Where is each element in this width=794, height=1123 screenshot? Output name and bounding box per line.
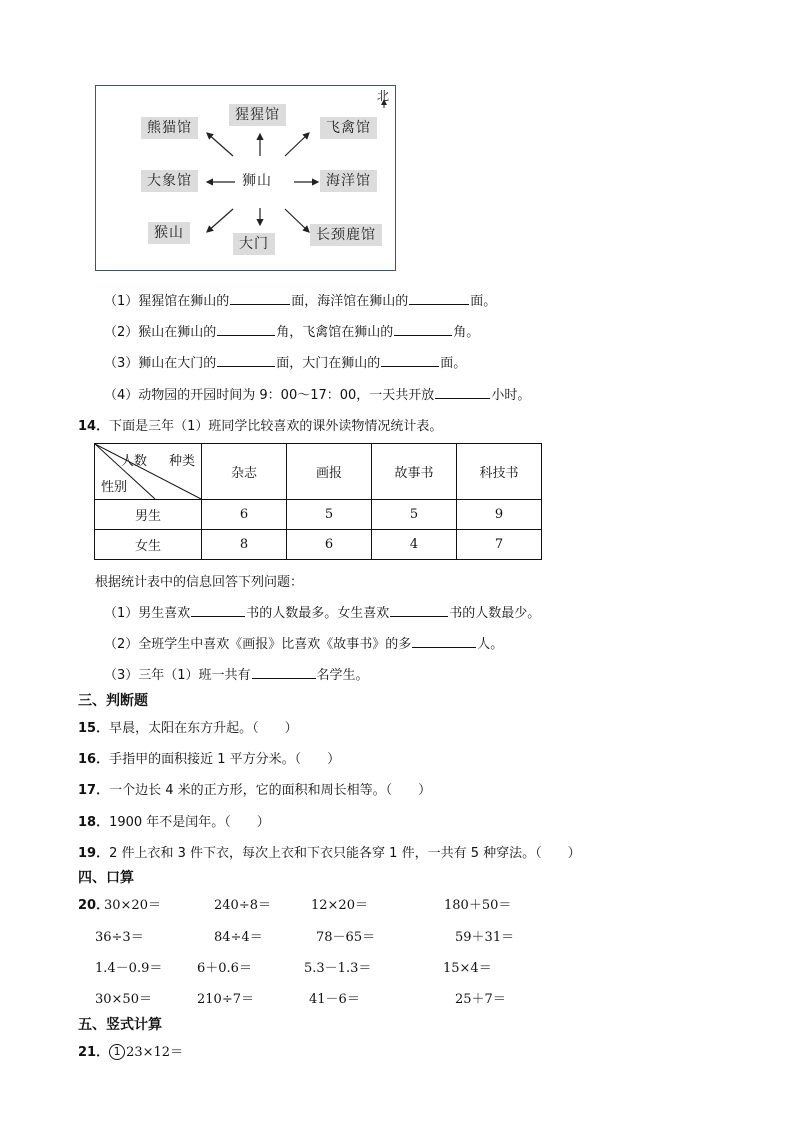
answer-blank[interactable] (394, 321, 452, 336)
q13-sub3: （3）狮山在大门的 面，大门在狮山的 面。 (104, 352, 466, 371)
row-label: 男生 (95, 500, 202, 530)
table-row (95, 500, 542, 530)
section-title-vertical-calc: 五、竖式计算 (78, 1017, 162, 1033)
calc-item: 15×4＝ (443, 961, 492, 976)
table-cell: 4 (372, 530, 457, 560)
answer-blank[interactable] (381, 352, 439, 367)
answer-blank[interactable] (230, 290, 290, 305)
place-monkey-hill: 猴山 (148, 222, 190, 244)
q17: 17．一个边长 4 米的正方形，它的面积和周长相等。（ ） (78, 783, 432, 798)
q14-sub3: （3）三年（1）班一共有 名学生。 (104, 664, 369, 683)
calc-item: 240÷8＝ (214, 898, 271, 913)
arrow-southwest (207, 209, 233, 232)
place-main-gate: 大门 (233, 233, 275, 255)
place-elephant-hall: 大象馆 (141, 170, 198, 192)
corner-people-label: 人数 (121, 454, 148, 469)
table-cell: 5 (372, 500, 457, 530)
table-cell: 9 (457, 500, 542, 530)
q16: 16．手指甲的面积接近 1 平方分米。（ ） (78, 752, 341, 767)
place-bird-hall: 飞禽馆 (320, 117, 377, 139)
answer-blank[interactable] (412, 633, 476, 648)
place-orangutan-hall: 猩猩馆 (229, 104, 286, 126)
q19: 19．2 件上衣和 3 件下衣，每次上衣和下衣只能各穿 1 件，一共有 5 种穿法。（ ） (78, 846, 581, 861)
q13-sub1: （1）猩猩馆在狮山的 面，海洋馆在狮山的 面。 (104, 290, 496, 309)
q15: 15．早晨，太阳在东方升起。（ ） (78, 721, 298, 736)
calc-item: 59＋31＝ (455, 930, 515, 945)
arrow-northeast (285, 133, 309, 156)
calc-item: 36÷3＝ (95, 930, 144, 945)
answer-blank[interactable] (390, 602, 448, 617)
q13-sub2: （2）猴山在狮山的 角，飞禽馆在狮山的 角。 (104, 321, 479, 340)
answer-blank[interactable] (409, 290, 469, 305)
row-label: 女生 (95, 530, 202, 560)
zoo-map (95, 85, 396, 271)
q20-number: 20． (78, 898, 110, 913)
answer-blank[interactable] (191, 602, 245, 617)
calc-item: 30×50＝ (95, 992, 152, 1007)
answer-blank[interactable] (252, 664, 316, 679)
arrow-southeast (285, 209, 309, 232)
north-label: 北 (376, 89, 389, 103)
table-header: 故事书 (372, 444, 457, 500)
calc-item: 6＋0.6＝ (197, 961, 252, 976)
q13-sub4: （4）动物园的开园时间为 9：00～17：00，一天共开放 小时。 (104, 384, 530, 403)
place-giraffe-hall: 长颈鹿馆 (310, 224, 382, 246)
calc-item: 12×20＝ (311, 898, 368, 913)
table-cell: 8 (202, 530, 287, 560)
calc-item: 5.3－1.3＝ (304, 961, 372, 976)
answer-blank[interactable] (217, 321, 275, 336)
calc-item: 78－65＝ (316, 930, 376, 945)
calc-item: 30×20＝ (104, 898, 161, 913)
corner-kind-label: 种类 (169, 454, 196, 469)
table-cell: 6 (287, 530, 372, 560)
section-title-mental-math: 四、口算 (78, 870, 134, 886)
place-panda-hall: 熊猫馆 (141, 117, 198, 139)
arrow-northwest (207, 133, 233, 156)
table-header: 杂志 (202, 444, 287, 500)
calc-item: 84÷4＝ (214, 930, 263, 945)
calc-item: 25＋7＝ (455, 992, 506, 1007)
calc-item: 41－6＝ (309, 992, 360, 1007)
q14-intro: 根据统计表中的信息回答下列问题： (95, 575, 304, 590)
calc-item: 1.4－0.9＝ (95, 961, 163, 976)
answer-blank[interactable] (435, 384, 490, 399)
table-corner-cell (95, 444, 202, 500)
corner-gender-label: 性别 (101, 480, 128, 495)
table-cell: 7 (457, 530, 542, 560)
table-header: 科技书 (457, 444, 542, 500)
table-header: 画报 (287, 444, 372, 500)
q14-sub2: （2）全班学生中喜欢《画报》比喜欢《故事书》的多 人。 (104, 633, 503, 652)
place-lion-hill: 狮山 (242, 173, 272, 189)
table-cell: 5 (287, 500, 372, 530)
table-cell: 6 (202, 500, 287, 530)
circled-number: 1 (109, 1044, 125, 1060)
calc-item: 180＋50＝ (444, 898, 512, 913)
q21: 21． 1 23×12＝ (78, 1045, 184, 1060)
section-title-judgement: 三、判断题 (78, 693, 148, 709)
place-ocean-hall: 海洋馆 (320, 170, 377, 192)
q14-sub1: （1）男生喜欢 书的人数最多。女生喜欢 书的人数最少。 (104, 602, 540, 621)
calc-item: 210÷7＝ (197, 992, 254, 1007)
table-row (95, 530, 542, 560)
q14-stem: 14．下面是三年（1）班同学比较喜欢的课外读物情况统计表。 (78, 419, 443, 434)
reading-stats-table (94, 443, 542, 560)
answer-blank[interactable] (217, 352, 275, 367)
q18: 18．1900 年不是闰年。（ ） (78, 815, 270, 830)
